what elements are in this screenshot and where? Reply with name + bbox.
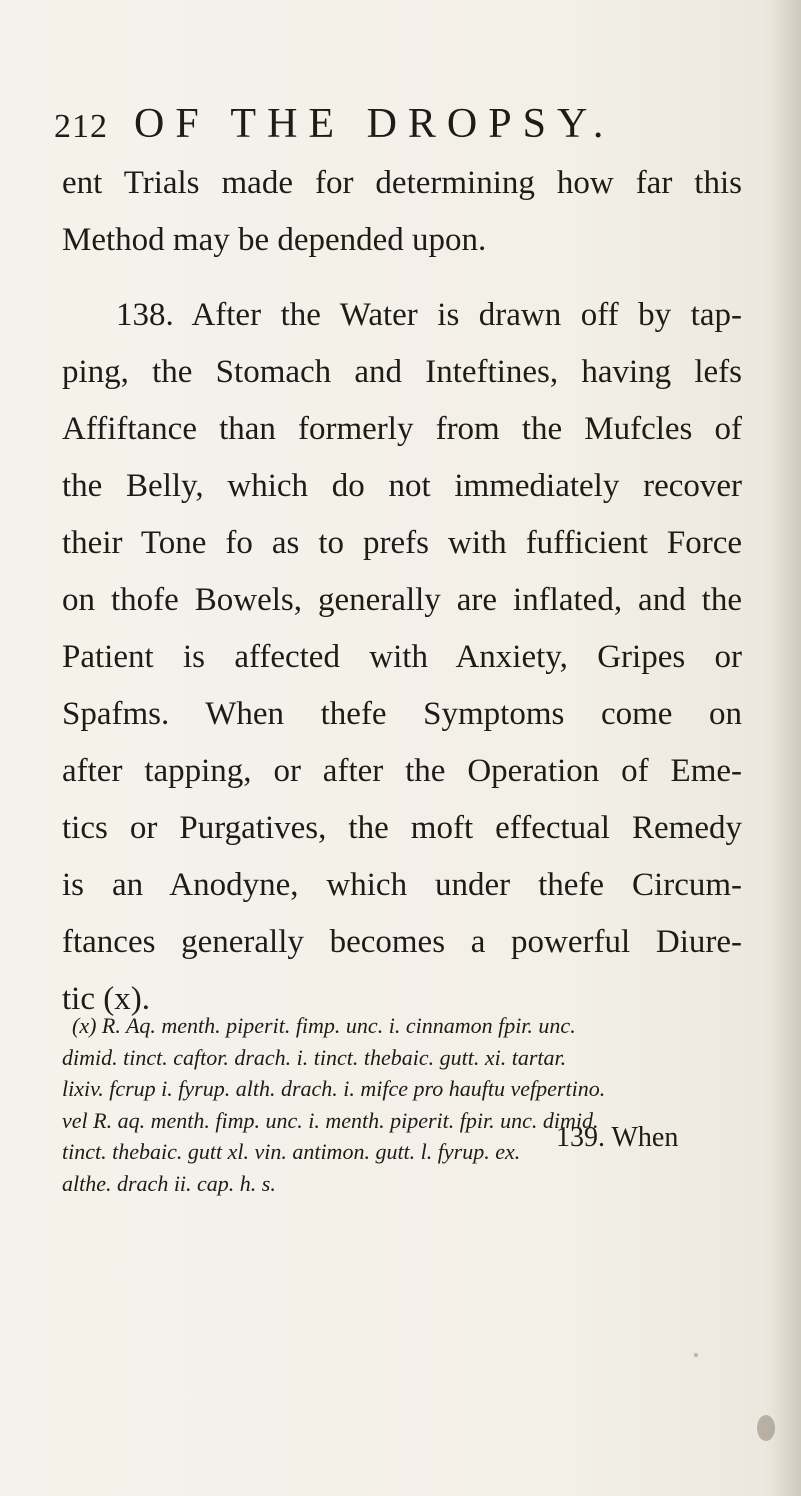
- page-edge-shadow: [771, 0, 801, 1496]
- page-number: 212: [54, 108, 108, 145]
- page-header: [54, 100, 734, 150]
- footnote-line: vel R. aq. menth. fimp. unc. i. menth. piperit. fpir. unc. dimid.: [62, 1107, 599, 1133]
- body-line: their Tone fo as to prefs with fufficient Force: [62, 525, 742, 561]
- body-line: tic (x).: [62, 981, 150, 1017]
- body-line: ftances generally becomes a powerful Diure-: [62, 924, 742, 960]
- body-line: ping, the Stomach and Inteftines, having lefs: [62, 354, 742, 390]
- paper-blemish: [757, 1415, 775, 1441]
- body-line: tics or Purgatives, the moft effectual Remedy: [62, 810, 742, 846]
- body-line: Spafms. When thefe Symptoms come on: [62, 696, 742, 732]
- body-line: after tapping, or after the Operation of Eme-: [62, 753, 742, 789]
- footnote-line: dimid. tinct. caftor. drach. i. tinct. thebaic. gutt. xi. tartar.: [62, 1044, 567, 1070]
- body-line: Method may be depended upon.: [62, 222, 487, 258]
- body-line: Patient is affected with Anxiety, Gripes or: [62, 639, 742, 675]
- footnote-line: (x) R. Aq. menth. piperit. fimp. unc. i. cinnamon fpir. unc.: [72, 1013, 576, 1038]
- body-text: [62, 155, 742, 1028]
- footnote-line: althe. drach ii. cap. h. s.: [62, 1170, 276, 1196]
- body-line: 138. After the Water is drawn off by tap-: [116, 297, 742, 333]
- catchword: 139. When: [556, 1122, 679, 1153]
- running-head: OF THE DROPSY.: [134, 101, 615, 147]
- body-line: ent Trials made for determining how far this: [62, 165, 742, 201]
- paper-blemish: [694, 1353, 698, 1357]
- footnote-line: tinct. thebaic. gutt xl. vin. antimon. gutt. l. fyrup. ex.: [62, 1139, 521, 1164]
- body-line: the Belly, which do not immediately recover: [62, 468, 742, 504]
- footnote-line: lixiv. fcrup i. fyrup. alth. drach. i. mifce pro hauftu vefpertino.: [62, 1076, 606, 1101]
- body-line: on thofe Bowels, generally are inflated, and the: [62, 582, 742, 618]
- footnote: [62, 1010, 742, 1199]
- body-line: is an Anodyne, which under thefe Circum-: [62, 867, 742, 903]
- body-line: Affiftance than formerly from the Mufcles of: [62, 411, 742, 447]
- paragraph-gap: [62, 269, 742, 287]
